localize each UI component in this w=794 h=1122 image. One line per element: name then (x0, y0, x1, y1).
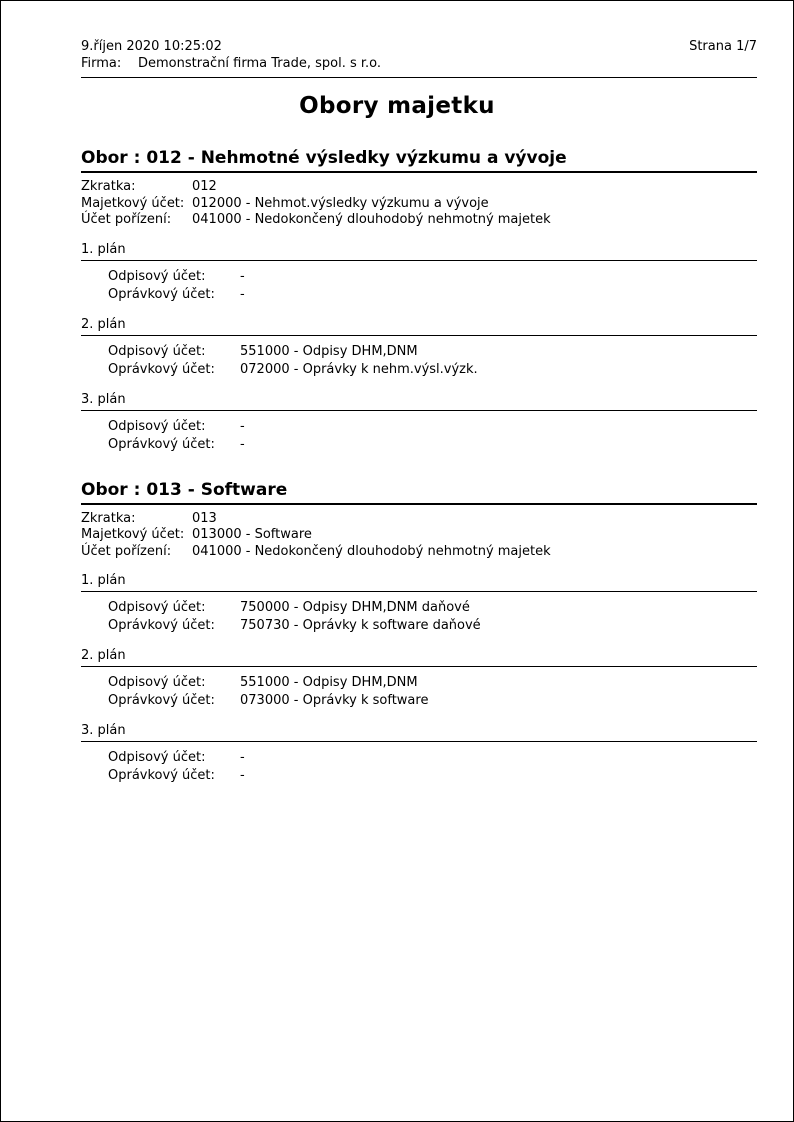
plan-label-odpisovy: Odpisový účet: (108, 600, 206, 615)
plan-value-odpisovy: 551000 - Odpisy DHM,DNM (240, 343, 418, 359)
plan-rows (81, 592, 757, 635)
field-row-majetkovy-ucet (81, 527, 757, 544)
plan-title: 1. plán (81, 573, 126, 588)
plan-title: 3. plán (81, 391, 126, 407)
plan-2 (81, 317, 757, 379)
plan-value-opravkovy: 073000 - Oprávky k software (240, 693, 429, 708)
page-number: Strana 1/7 (689, 39, 757, 54)
plan-row-opravkovy (108, 767, 757, 785)
field-value-ucet-porizeni: 041000 - Nedokončený dlouhodobý nehmotný majetek (192, 212, 551, 227)
field-value-zkratka: 013 (192, 510, 217, 526)
plan-label-opravkovy: Oprávkový účet: (108, 693, 215, 708)
plan-row-opravkovy (108, 286, 757, 304)
field-label-majetkovy-ucet: Majetkový účet: (81, 527, 185, 542)
plan-row-odpisovy (108, 674, 757, 692)
plan-label-odpisovy: Odpisový účet: (108, 343, 206, 359)
header-divider (81, 77, 757, 78)
plan-label-opravkovy: Oprávkový účet: (108, 618, 215, 633)
plan-row-odpisovy (108, 749, 757, 767)
plan-1 (81, 242, 757, 304)
plan-label-odpisovy: Odpisový účet: (108, 675, 206, 690)
plan-rows (81, 411, 757, 454)
plan-1 (81, 573, 757, 635)
plan-label-odpisovy: Odpisový účet: (108, 268, 206, 284)
plan-label-opravkovy: Oprávkový účet: (108, 361, 215, 377)
field-row-zkratka (81, 511, 757, 528)
plan-title: 3. plán (81, 723, 126, 738)
plan-label-odpisovy: Odpisový účet: (108, 418, 206, 434)
company-label: Firma: (81, 56, 122, 71)
plan-row-odpisovy (108, 268, 757, 286)
plan-title: 2. plán (81, 316, 126, 332)
field-label-ucet-porizeni: Účet pořízení: (81, 212, 172, 227)
title-wrap (1, 93, 793, 119)
field-row-zkratka (81, 179, 757, 196)
plan-value-opravkovy: - (240, 436, 245, 452)
plan-rows (81, 742, 757, 785)
field-row-ucet-porizeni (81, 212, 757, 229)
plan-label-odpisovy: Odpisový účet: (108, 750, 206, 765)
report-datetime: 9.říjen 2020 10:25:02 (81, 39, 222, 54)
obor-section-013 (81, 480, 757, 786)
company-name: Demonstrační firma Trade, spol. s r.o. (138, 56, 382, 71)
plan-row-opravkovy (108, 692, 757, 710)
plan-value-opravkovy: 750730 - Oprávky k software daňové (240, 618, 481, 633)
plan-title: 2. plán (81, 648, 126, 663)
field-label-ucet-porizeni: Účet pořízení: (81, 543, 172, 559)
plan-rows (81, 261, 757, 304)
field-value-majetkovy-ucet: 012000 - Nehmot.výsledky výzkumu a vývoje (192, 195, 489, 211)
plan-value-odpisovy: - (240, 268, 245, 284)
plan-row-odpisovy (108, 599, 757, 617)
plan-value-opravkovy: 072000 - Oprávky k nehm.výsl.výzk. (240, 361, 478, 377)
field-value-majetkovy-ucet: 013000 - Software (192, 527, 312, 542)
field-label-majetkovy-ucet: Majetkový účet: (81, 195, 185, 211)
plan-value-odpisovy: - (240, 750, 245, 765)
plan-label-opravkovy: Oprávkový účet: (108, 286, 215, 302)
field-label-zkratka: Zkratka: (81, 179, 136, 194)
obor-fields (81, 511, 757, 561)
plan-value-opravkovy: - (240, 286, 245, 302)
field-row-majetkovy-ucet (81, 196, 757, 213)
plan-value-odpisovy: 551000 - Odpisy DHM,DNM (240, 675, 418, 690)
plan-title: 1. plán (81, 241, 126, 257)
field-value-ucet-porizeni: 041000 - Nedokončený dlouhodobý nehmotný majetek (192, 543, 551, 559)
company-row (81, 55, 381, 72)
plan-row-opravkovy (108, 436, 757, 454)
plan-row-opravkovy (108, 361, 757, 379)
plan-row-odpisovy (108, 418, 757, 436)
obor-fields (81, 179, 757, 229)
obor-heading: Obor : 012 - Nehmotné výsledky výzkumu a vývoje (81, 148, 757, 173)
plan-3 (81, 392, 757, 454)
plan-value-odpisovy: - (240, 418, 245, 434)
plan-value-opravkovy: - (240, 768, 245, 783)
obor-heading: Obor : 013 - Software (81, 480, 757, 505)
obor-section-012 (81, 148, 757, 454)
plan-3 (81, 723, 757, 785)
field-value-zkratka: 012 (192, 179, 217, 194)
header-left (81, 38, 381, 72)
plan-value-odpisovy: 750000 - Odpisy DHM,DNM daňové (240, 600, 470, 615)
plan-row-odpisovy (108, 343, 757, 361)
report-header (81, 38, 757, 72)
plan-rows (81, 336, 757, 379)
field-row-ucet-porizeni (81, 544, 757, 561)
plan-row-opravkovy (108, 617, 757, 635)
plan-2 (81, 648, 757, 710)
plan-label-opravkovy: Oprávkový účet: (108, 768, 215, 783)
report-title: Obory majetku (299, 93, 495, 119)
field-label-zkratka: Zkratka: (81, 510, 136, 526)
plan-rows (81, 667, 757, 710)
plan-label-opravkovy: Oprávkový účet: (108, 436, 215, 452)
